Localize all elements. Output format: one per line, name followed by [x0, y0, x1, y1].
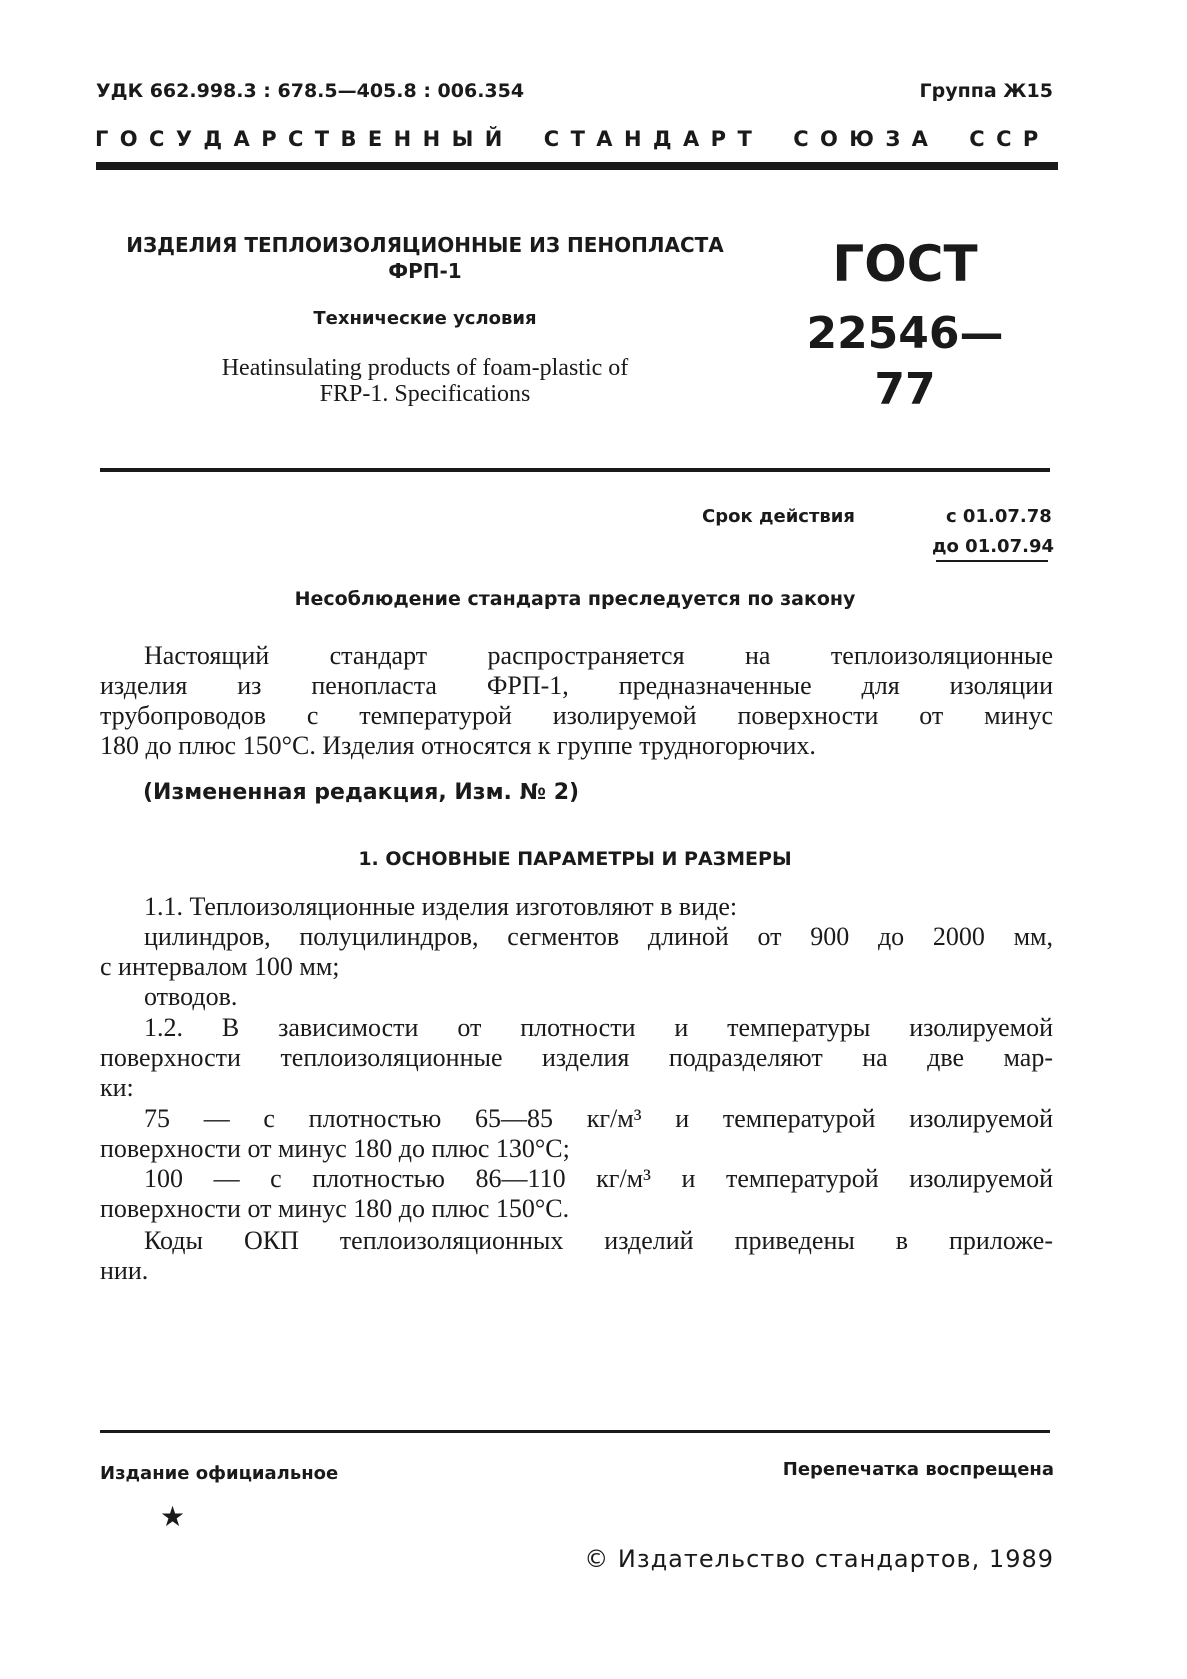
banner-word: ССР: [969, 127, 1050, 151]
top-rule: [96, 162, 1058, 170]
paragraph-line: 75 — с плотностью 65—85 кг/м³ и температурой изолируемой: [144, 1104, 1053, 1133]
document-subtitle: Технические условия: [313, 308, 537, 329]
intro-line: трубопроводов с температурой изолируемой поверхности от минус: [100, 701, 1053, 730]
paragraph-line: 100 — с плотностью 86—110 кг/м³ и температурой изолируемой: [144, 1164, 1053, 1193]
section-heading: 1. ОСНОВНЫЕ ПАРАМЕТРЫ И РАЗМЕРЫ: [358, 848, 792, 870]
banner-word: СТАНДАРТ: [543, 127, 764, 151]
title-line: ФРП-1: [388, 259, 462, 283]
paragraph-line: ки:: [100, 1073, 134, 1102]
star-icon: ★: [160, 1502, 186, 1533]
middle-rule: [100, 468, 1050, 472]
copyright: © Издательство стандартов, 1989: [584, 1545, 1054, 1573]
state-standard-banner: [95, 127, 1055, 151]
intro-line: изделия из пенопласта ФРП-1, предназначенные для изоляции: [100, 671, 1053, 700]
violation-notice: Несоблюдение стандарта преследуется по закону: [294, 588, 856, 610]
english-title: [112, 355, 738, 407]
bottom-rule: [100, 1430, 1050, 1433]
group-code: Группа Ж15: [919, 80, 1053, 102]
paragraph-line: нии.: [100, 1256, 149, 1285]
validity-to: до 01.07.94: [932, 536, 1054, 557]
paragraph-line: отводов.: [144, 982, 238, 1011]
reprint-notice: Перепечатка воспрещена: [782, 1459, 1054, 1480]
official-edition: Издание официальное: [100, 1463, 339, 1484]
validity-from: с 01.07.78: [946, 506, 1052, 527]
paragraph-line: Коды ОКП теплоизоляционных изделий приведены в приложе-: [144, 1226, 1053, 1255]
validity-label: Срок действия: [702, 506, 855, 527]
title-line: ИЗДЕЛИЯ ТЕПЛОИЗОЛЯЦИОННЫЕ ИЗ ПЕНОПЛАСТА: [126, 233, 724, 257]
english-title-line: FRP-1. Specifications: [319, 381, 531, 407]
gost-number: 22546—77: [806, 308, 1004, 415]
document-title: [112, 232, 738, 284]
intro-line: 180 до плюс 150°С. Изделия относятся к группе трудногорючих.: [100, 731, 816, 760]
validity-underline: [936, 560, 1048, 562]
udk-code: УДК 662.998.3 : 678.5—405.8 : 006.354: [96, 80, 525, 102]
amendment-note: (Измененная редакция, Изм. № 2): [143, 780, 580, 805]
english-title-line: Heatinsulating products of foam-plastic of: [221, 355, 629, 381]
intro-line: Настоящий стандарт распространяется на теплоизоляционные: [144, 641, 1053, 670]
paragraph-line: с интервалом 100 мм;: [100, 952, 340, 981]
paragraph-line: 1.1. Теплоизоляционные изделия изготовляют в виде:: [144, 892, 738, 921]
paragraph-line: поверхности от минус 180 до плюс 150°С.: [100, 1194, 570, 1223]
paragraph-line: 1.2. В зависимости от плотности и температуры изолируемой: [144, 1013, 1053, 1042]
paragraph-line: цилиндров, полуцилиндров, сегментов длиной от 900 до 2000 мм,: [144, 922, 1053, 951]
paragraph-line: поверхности от минус 180 до плюс 130°С;: [100, 1134, 570, 1163]
banner-word: СОЮЗА: [793, 127, 940, 151]
banner-word: ГОСУДАРСТВЕННЫЙ: [95, 127, 514, 151]
paragraph-line: поверхности теплоизоляционные изделия подразделяют на две мар-: [100, 1043, 1053, 1072]
gost-label: ГОСТ: [832, 235, 978, 293]
